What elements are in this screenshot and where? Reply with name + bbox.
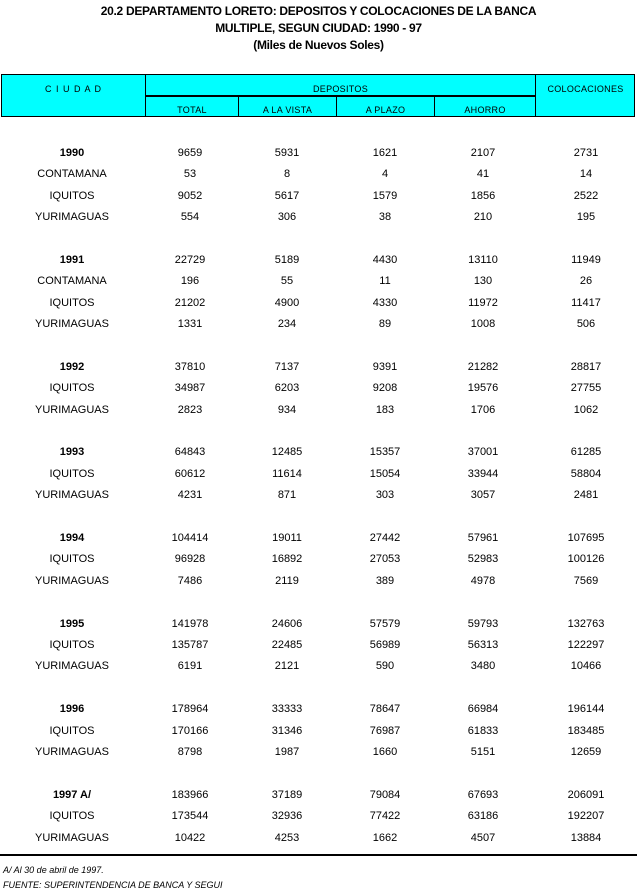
table-header [1,74,635,117]
cell-a-la-vista: 4900 [274,296,300,309]
cell-a-plazo: 183 [375,403,395,416]
cell-a-plazo: 78647 [369,703,401,716]
cell-total: 6191 [177,660,203,673]
cell-ahorro: 4978 [470,574,496,587]
cell-ahorro: 1856 [470,189,496,202]
cell-ciudad: 1995 [59,617,85,630]
header-depositos: DEPOSITOS [312,84,369,94]
cell-total: 4231 [177,489,203,502]
cell-total: 96928 [174,553,206,566]
cell-total: 9659 [177,147,203,159]
cell-total: 53 [183,168,197,181]
cell-ciudad: IQUITOS [49,189,95,202]
cell-a-plazo: 57579 [369,617,401,630]
cell-a-plazo: 4 [381,168,389,181]
cell-ahorro: 61833 [467,724,499,737]
cell-ciudad: YURIMAGUAS [35,489,109,502]
table-row [0,828,637,849]
header-a-la-vista: A LA VISTA [262,105,313,115]
table-row [0,314,637,335]
table-row [0,293,637,314]
cell-a-la-vista: 2121 [274,660,300,673]
header-colocaciones: COLOCACIONES [547,84,624,94]
header-ahorro: AHORRO [464,105,506,115]
cell-colocaciones: 196144 [567,703,605,716]
cell-a-plazo: 9391 [372,360,398,373]
cell-total: 173544 [171,810,209,823]
cell-total: 22729 [174,253,206,266]
cell-ahorro: 63186 [467,810,499,823]
group-spacer [0,592,637,613]
bottom-rule [0,854,637,856]
cell-colocaciones: 14 [579,168,593,181]
group-spacer [0,763,637,784]
cell-a-plazo: 590 [375,660,395,673]
cell-ahorro: 67693 [467,788,499,801]
cell-ahorro: 2107 [470,147,496,159]
cell-total: 10422 [174,831,206,844]
group-spacer [0,678,637,699]
table-row [0,656,637,677]
cell-a-la-vista: 2119 [275,574,299,587]
title-line-2: MULTIPLE, SEGUN CIUDAD: 1990 - 97 [215,21,422,35]
table-row [0,464,637,485]
cell-total: 7486 [177,574,203,587]
cell-a-plazo: 9208 [372,382,398,395]
table-row [0,378,637,399]
cell-ciudad: 1992 [59,360,85,373]
header-ciudad: C I U D A D [44,84,102,94]
cell-a-la-vista: 4253 [274,831,300,844]
group-spacer [0,229,637,250]
cell-ahorro: 57961 [467,532,499,545]
cell-ciudad: YURIMAGUAS [35,660,109,673]
cell-total: 37810 [174,360,206,373]
cell-colocaciones: 11949 [571,253,601,266]
cell-total: 9052 [177,189,203,202]
table-row [0,485,637,506]
header-a-plazo: A PLAZO [365,105,406,115]
footnote: A/ Al 30 de abril de 1997. [3,865,104,875]
cell-a-la-vista: 6203 [274,382,300,395]
cell-a-plazo: 89 [378,318,392,331]
cell-colocaciones: 1062 [573,403,599,416]
cell-a-la-vista: 33333 [271,703,303,716]
cell-ahorro: 66984 [467,703,499,716]
cell-a-la-vista: 11614 [272,467,302,480]
table-row [0,271,637,292]
cell-total: 183966 [171,788,209,801]
cell-a-plazo: 15357 [369,446,401,459]
cell-a-la-vista: 12485 [271,446,303,459]
cell-a-plazo: 303 [375,489,395,502]
cell-colocaciones: 12659 [570,745,602,758]
source-note: FUENTE: SUPERINTENDENCIA DE BANCA Y SEGUI [3,880,223,890]
table-row [0,549,637,570]
cell-ciudad: YURIMAGUAS [35,403,109,416]
cell-colocaciones: 7569 [573,574,599,587]
cell-a-plazo: 76987 [369,724,401,737]
cell-a-la-vista: 32936 [271,810,303,823]
cell-total: 34987 [174,382,206,395]
cell-a-la-vista: 934 [277,403,297,416]
cell-ciudad: IQUITOS [49,638,95,651]
cell-colocaciones: 58804 [570,467,602,480]
cell-ahorro: 3480 [470,660,496,673]
cell-ahorro: 52983 [467,553,499,566]
table-row [0,635,637,656]
cell-colocaciones: 183485 [567,724,605,737]
cell-a-plazo: 77422 [369,810,401,823]
table-body [0,143,637,849]
cell-ciudad: 1991 [59,253,85,266]
cell-a-la-vista: 5931 [274,147,300,159]
year-total-row [0,614,637,635]
cell-ahorro: 5151 [470,745,496,758]
cell-a-plazo: 1621 [372,147,398,159]
cell-ciudad: CONTAMANA [37,275,107,288]
cell-ciudad: YURIMAGUAS [35,574,109,587]
cell-ahorro: 210 [473,211,493,224]
cell-total: 8798 [177,745,203,758]
cell-a-la-vista: 306 [277,211,297,224]
cell-a-la-vista: 16892 [271,553,303,566]
cell-a-la-vista: 5617 [274,189,300,202]
title-line-1: 20.2 DEPARTAMENTO LORETO: DEPOSITOS Y COLOCACIONES DE LA BANCA [100,4,537,18]
cell-colocaciones: 132763 [567,617,605,630]
cell-ciudad: YURIMAGUAS [35,831,109,844]
year-total-row [0,357,637,378]
cell-ahorro: 3057 [470,489,496,502]
divider [145,95,535,97]
cell-ahorro: 56313 [467,638,499,651]
cell-ciudad: IQUITOS [49,810,95,823]
cell-ahorro: 33944 [467,467,499,480]
header-total: TOTAL [177,105,207,115]
cell-total: 178964 [171,703,209,716]
cell-a-la-vista: 234 [277,318,297,331]
cell-ciudad: IQUITOS [49,296,95,309]
cell-a-plazo: 27442 [369,532,401,545]
cell-total: 2823 [177,403,203,416]
table-row [0,571,637,592]
cell-ciudad: IQUITOS [49,382,95,395]
cell-ahorro: 1008 [470,318,496,331]
divider [535,75,536,116]
table-row [0,806,637,827]
year-total-row [0,699,637,720]
cell-a-plazo: 79084 [369,788,401,801]
cell-a-la-vista: 871 [277,489,297,502]
cell-ahorro: 13110 [468,253,498,266]
cell-a-la-vista: 24606 [271,617,303,630]
cell-a-plazo: 4330 [372,296,398,309]
table-row [0,186,637,207]
cell-a-plazo: 56989 [369,638,401,651]
cell-a-plazo: 27053 [369,553,401,566]
table-row [0,742,637,763]
cell-ciudad: IQUITOS [49,724,95,737]
cell-a-plazo: 15054 [369,467,401,480]
cell-a-la-vista: 22485 [271,638,303,651]
group-spacer [0,336,637,357]
cell-colocaciones: 26 [579,275,593,288]
cell-colocaciones: 107695 [567,532,605,545]
cell-a-plazo: 1579 [372,189,398,202]
group-spacer [0,421,637,442]
table-row [0,207,637,228]
cell-ciudad: IQUITOS [49,553,95,566]
cell-a-plazo: 389 [375,574,395,587]
cell-a-la-vista: 37189 [271,788,303,801]
cell-ciudad: YURIMAGUAS [35,211,109,224]
year-total-row [0,785,637,806]
cell-colocaciones: 13884 [570,831,602,844]
cell-colocaciones: 61285 [570,446,602,459]
cell-colocaciones: 195 [576,211,596,224]
table-row [0,164,637,185]
cell-colocaciones: 2481 [573,489,599,502]
cell-ciudad: 1990 [59,147,85,159]
cell-total: 21202 [174,296,206,309]
cell-total: 196 [180,275,200,288]
cell-ahorro: 4507 [470,831,496,844]
cell-total: 60612 [174,467,206,480]
cell-a-la-vista: 19011 [272,532,302,545]
cell-a-la-vista: 7137 [274,360,300,373]
cell-ahorro: 41 [476,168,490,181]
cell-ahorro: 59793 [467,617,499,630]
year-total-row [0,442,637,463]
cell-ciudad: IQUITOS [49,467,95,480]
cell-ahorro: 1706 [470,403,496,416]
cell-colocaciones: 100126 [567,553,605,566]
cell-ciudad: CONTAMANA [37,168,107,181]
cell-colocaciones: 27755 [570,382,602,395]
cell-ahorro: 11972 [468,296,498,309]
cell-a-la-vista: 31346 [271,724,303,737]
cell-a-la-vista: 5189 [274,253,300,266]
table-row [0,721,637,742]
cell-total: 135787 [171,638,209,651]
cell-ahorro: 21282 [467,360,499,373]
cell-colocaciones: 2522 [573,189,599,202]
cell-ahorro: 19576 [467,382,499,395]
cell-colocaciones: 122297 [567,638,605,651]
cell-ciudad: 1997 A/ [52,788,92,801]
cell-total: 141978 [171,617,209,630]
cell-a-la-vista: 8 [283,168,291,181]
cell-ciudad: 1994 [59,532,85,545]
cell-total: 170166 [171,724,209,737]
cell-a-plazo: 38 [378,211,392,224]
cell-ahorro: 130 [473,275,493,288]
cell-colocaciones: 192207 [567,810,605,823]
cell-total: 554 [180,211,200,224]
cell-a-plazo: 1662 [372,831,398,844]
year-total-row [0,528,637,549]
cell-a-plazo: 1660 [372,745,398,758]
group-spacer [0,507,637,528]
cell-colocaciones: 206091 [567,788,605,801]
cell-colocaciones: 28817 [570,360,602,373]
cell-ciudad: 1996 [59,703,85,716]
cell-ciudad: 1993 [59,446,85,459]
cell-colocaciones: 11417 [571,296,601,309]
cell-a-la-vista: 55 [280,275,294,288]
cell-ahorro: 37001 [467,446,499,459]
cell-ciudad: YURIMAGUAS [35,745,109,758]
year-total-row [0,250,637,271]
title-line-3: (Miles de Nuevos Soles) [253,38,384,52]
cell-a-la-vista: 1987 [274,745,300,758]
cell-colocaciones: 2731 [573,147,599,159]
cell-ciudad: YURIMAGUAS [35,318,109,331]
cell-a-plazo: 4430 [372,253,398,266]
cell-total: 64843 [174,446,206,459]
cell-a-plazo: 11 [379,275,391,288]
cell-colocaciones: 506 [576,318,596,331]
table-row [0,400,637,421]
cell-total: 104414 [171,532,209,545]
cell-colocaciones: 10466 [570,660,602,673]
year-total-row [0,143,637,164]
cell-total: 1331 [177,318,203,331]
